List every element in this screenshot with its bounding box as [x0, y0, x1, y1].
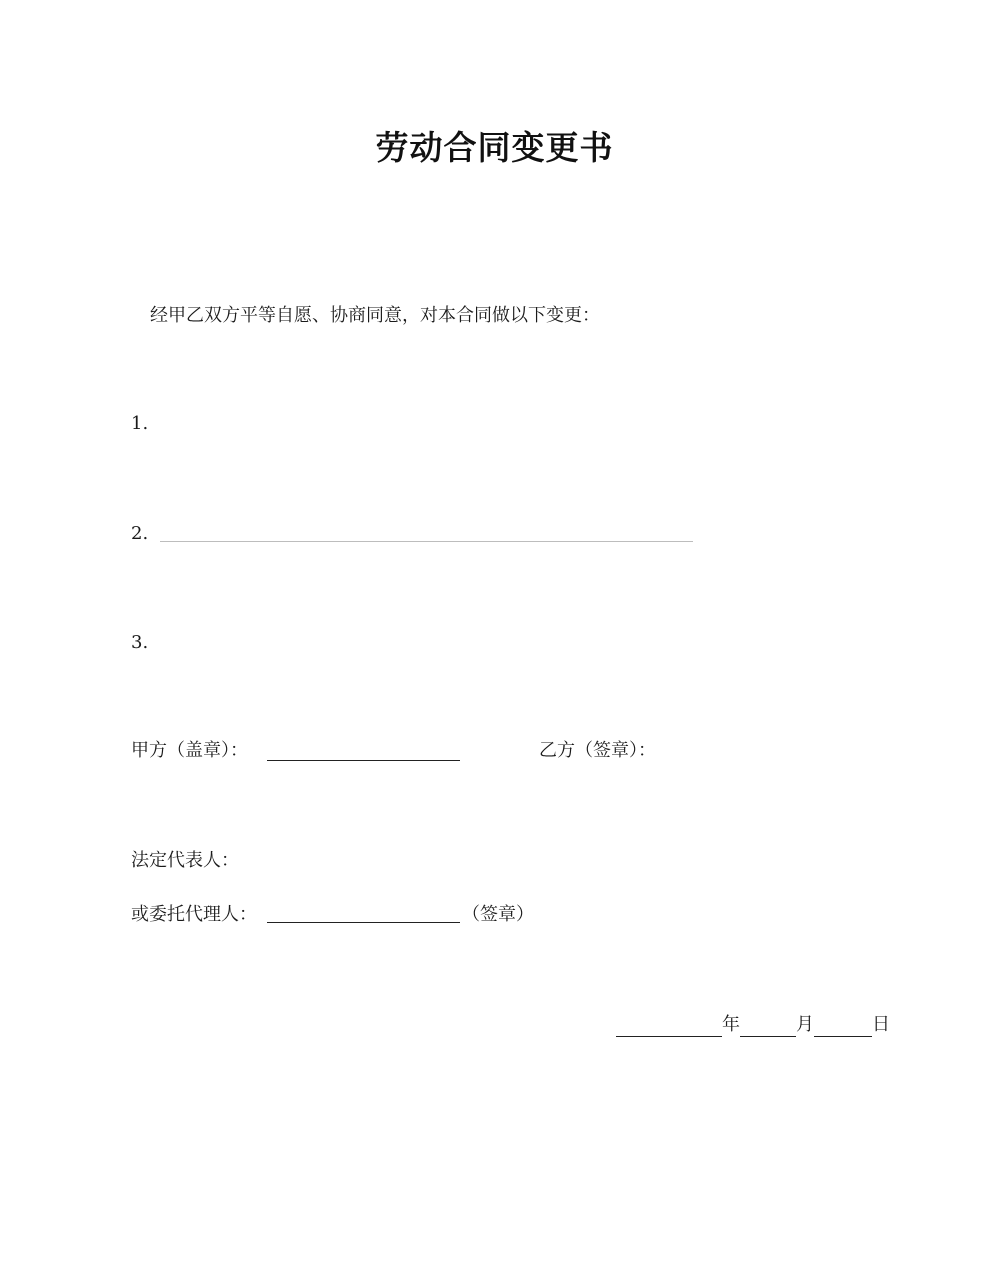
item-2-blank-line[interactable] [160, 541, 693, 542]
legal-representative-label: 法定代表人： [131, 850, 239, 871]
year-label: 年 [722, 1014, 740, 1035]
month-label: 月 [796, 1014, 814, 1035]
agent-signature-line[interactable] [267, 922, 460, 923]
party-a-signature-line[interactable] [267, 760, 460, 761]
day-blank[interactable] [814, 1015, 872, 1037]
agent-label: 或委托代理人： [131, 904, 257, 925]
party-b-label: 乙方（签章）： [539, 740, 656, 761]
month-blank[interactable] [740, 1015, 796, 1037]
document-title: 劳动合同变更书 [375, 128, 614, 167]
party-a-label: 甲方（盖章）： [131, 740, 248, 761]
date-row [616, 1013, 890, 1037]
agent-seal-label: （签章） [462, 904, 534, 925]
year-blank[interactable] [616, 1015, 722, 1037]
item-number-1: 1. [131, 413, 149, 434]
item-number-2: 2. [131, 523, 149, 544]
item-number-3: 3. [131, 632, 149, 653]
day-label: 日 [872, 1014, 890, 1035]
intro-paragraph: 经甲乙双方平等自愿、协商同意，对本合同做以下变更： [150, 305, 600, 326]
